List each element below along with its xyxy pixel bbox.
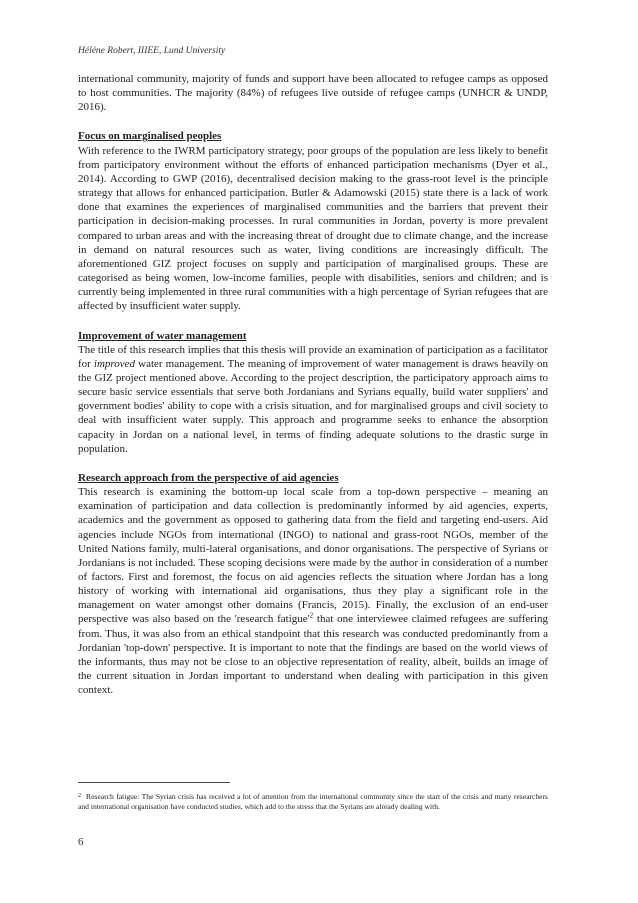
section-heading-water-management: Improvement of water management <box>78 329 247 342</box>
main-body <box>78 72 548 697</box>
text-segment: The title of this research implies that this thesis will provide an examination of participation as a facilitator for <box>78 343 548 370</box>
section-heading-research-approach: Research approach from the perspective of aid agencies <box>78 471 339 484</box>
section-heading-marginalised: Focus on marginalised peoples <box>78 130 222 143</box>
section-text-water-management <box>78 343 548 456</box>
intro-paragraph: international community, majority of funds and support have been allocated to refugee camps as opposed to host communities. The majority (84%) of refugees live outside of refugee camps (UNHCR & UNDP, 2016). <box>78 73 548 114</box>
text-segment: This research is examining the bottom-up local scale from a top-down perspective – meaning an examination of participation and data collection is predominantly informed by aid agencies, experts, academics and the government as opposed to gathering data from the field and targeting end-users. Aid agencies include NGOs from international (INGO) to national and grass-root NGOs, member of the United Nations family, multi-lateral organisations, and donor organisations. The perspective of Syrians or Jordanians is not included. These scoping decisions were made by the author in consideration of a number of factors. First and foremost, the focus on aid agencies reflects the situation where Jordan has a long history of working with international aid organisations, thus they play a significant role in the management on water amongst other domains (Francis, 2015). Finally, the exclusion of an end-user perspective was also based on the 'research fatigue' <box>78 486 548 626</box>
section-text-research-approach <box>78 485 548 697</box>
text-segment: water management. The meaning of improvement of water management is draws heavily on the GIZ project mentioned above. According to the project description, the participatory approach aims to secure basic service essentials that serve both Jordanians and Syrians equally, build water suppliers' and government bodies' ability to cope with a crisis situation, and for marginalised groups and civil society to deal with insufficient water supply. This approach and programme seeks to enhance the absorption capacity in Jordan on a national level, in terms of finding adequate solutions to the drastic surge in population. <box>78 357 548 455</box>
page-number: 6 <box>78 836 84 848</box>
text-segment: that one interviewee claimed refugees are suffering from. Thus, it was also from an ethical standpoint that this research was conducted predominantly from a Jordanian 'top-down' perspective. It is important to note that the findings are based on the world views of the informants, thus may not be close to an objective representation of reality, albeit, builds an image of the current situation in Jordan important to understand when dealing with participation in this given context. <box>78 613 548 697</box>
section-text-marginalised: With reference to the IWRM participatory strategy, poor groups of the population are less likely to benefit from participatory environment without the efforts of enhanced participation mechanisms (Dyer et al., 2014). According to GWP (2016), decentralised decision making to the grass-root level is the principle strategy that allows for enhanced participation. Butler & Adamowski (2015) state there is a lack of work done that examines the experiences of marginalised communities and the barriers that prevent their participation in decision-making processes. In rural communities in Jordan, poverty is more prevalent compared to urban areas and with the increasing threat of drought due to climate change, and the increase in demand on natural resources such as water, living conditions are increasingly difficult. The aforementioned GIZ project focuses on supply and participation of marginalised groups. These are categorised as being women, low-income families, people with disabilities, seniors and children; and is currently being implemented in three rural communities with a high percentage of Syrian refugees that are affected by insufficient water supply. <box>78 144 548 313</box>
footnote-number: 2 <box>78 793 81 799</box>
footnote-text: Research fatigue: The Syrian crisis has received a lot of attention from the international community since the start of the crisis and many researchers and international organisation have conducted studies, which add to the stress that the Syrians are already dealing with. <box>78 792 548 812</box>
footnote-separator <box>78 782 230 783</box>
running-header: Héléne Robert, IIIEE, Lund University <box>78 46 226 56</box>
emphasis-improved: improved <box>93 357 136 370</box>
footnote <box>78 791 548 813</box>
footnote-reference[interactable]: 2 <box>309 611 314 620</box>
